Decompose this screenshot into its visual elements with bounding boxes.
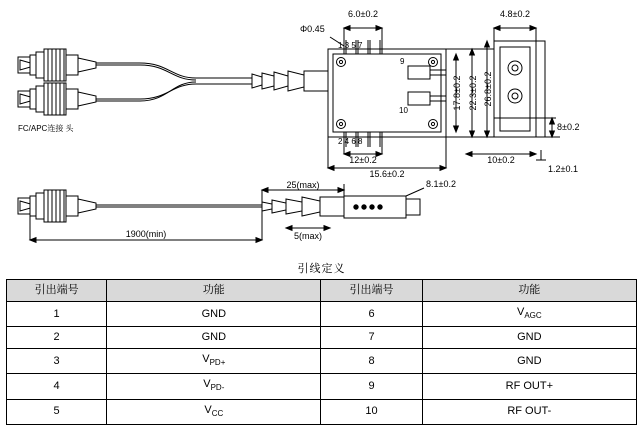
dim-label-1900min: 1900(min) [125, 229, 167, 239]
dim-1-2 [536, 150, 546, 160]
cell-func-a-subscript: PD- [210, 383, 225, 393]
dim-label-6-0: 6.0±0.2 [348, 9, 378, 19]
pin-number-10: 10 [399, 106, 408, 115]
cell-pin-a: 1 [7, 302, 107, 327]
cell-func-a [107, 399, 321, 424]
table-header-row [7, 280, 637, 302]
cell-func-a-text: V [203, 378, 211, 391]
cell-func-b [422, 302, 636, 327]
table-row [7, 399, 637, 424]
pin-number-9: 9 [400, 57, 405, 66]
th-func-b: 功能 [422, 280, 636, 302]
cell-func-b: GND [422, 327, 636, 349]
dim-label-10: 10±0.2 [487, 155, 515, 165]
dim-label-8: 8±0.2 [557, 122, 580, 132]
fc-apc-connector-lower [18, 83, 140, 115]
cell-func-b: RF OUT+ [422, 374, 636, 399]
cell-func-b-subscript: AGC [524, 311, 542, 321]
table-row [7, 302, 637, 327]
cell-func-a [107, 349, 321, 374]
cell-pin-b: 8 [321, 349, 422, 374]
pinout-table-section [6, 258, 637, 425]
dim-label-25max: 25(max) [286, 180, 320, 190]
cell-func-a: GND [107, 302, 321, 327]
cell-func-a-subscript: PD+ [209, 358, 226, 368]
connector-caption: FC/APC连接 头 [18, 124, 74, 133]
dim-8-1 [406, 188, 424, 196]
cell-func-b-text: V [516, 306, 525, 318]
side-view-assembly [18, 190, 420, 222]
cell-func-b: RF OUT- [422, 399, 636, 424]
dim-label-4-8: 4.8±0.2 [500, 9, 530, 19]
dim-label-1-2: 1.2±0.1 [548, 164, 578, 174]
dim-4-8 [494, 26, 536, 41]
cell-pin-a: 5 [7, 399, 107, 424]
table-row [7, 374, 637, 399]
cell-pin-a: 3 [7, 349, 107, 374]
table-row [7, 349, 637, 374]
dim-label-5max: 5(max) [293, 231, 323, 241]
dim-label-26-8: 26.8±0.2 [483, 71, 493, 107]
dim-label-8-1: 8.1±0.2 [426, 179, 456, 189]
cell-pin-b: 9 [321, 374, 422, 399]
cell-func-b: GND [422, 349, 636, 374]
dim-6-0 [344, 26, 382, 40]
pinout-table [6, 279, 637, 425]
th-func-a: 功能 [107, 280, 321, 302]
table-row [7, 327, 637, 349]
cell-pin-a: 2 [7, 327, 107, 349]
fc-apc-connector-upper [18, 49, 140, 81]
cell-func-a-text: V [202, 353, 210, 366]
dim-label-22-3: 22.3±0.2 [468, 75, 478, 111]
th-pin-b: 引出端号 [321, 280, 422, 302]
dim-label-phi: Φ0.45 [300, 24, 325, 34]
th-pin-a: 引出端号 [7, 280, 107, 302]
dim-label-17-8: 17.8±0.2 [452, 75, 462, 111]
cell-pin-a: 4 [7, 374, 107, 399]
package-side-view [494, 41, 545, 137]
cell-func-a-text: V [204, 403, 212, 416]
cell-pin-b: 6 [321, 302, 422, 327]
cell-func-a: GND [107, 327, 321, 349]
cell-pin-b: 10 [321, 399, 422, 424]
pin-numbers-bottom: 2 4 6 8 [338, 137, 363, 146]
strain-relief-boots-top [252, 71, 328, 91]
cell-func-a [107, 374, 321, 399]
pin-numbers-top: 1 3 5 7 [338, 41, 363, 50]
dim-label-15-6: 15.6±0.2 [369, 169, 405, 179]
cell-pin-b: 7 [321, 327, 422, 349]
dim-label-12: 12±0.2 [349, 155, 377, 165]
dim-5max [286, 226, 330, 231]
pinout-table-title: 引线定义 [297, 263, 346, 275]
cell-func-a-subscript: CC [211, 408, 224, 418]
